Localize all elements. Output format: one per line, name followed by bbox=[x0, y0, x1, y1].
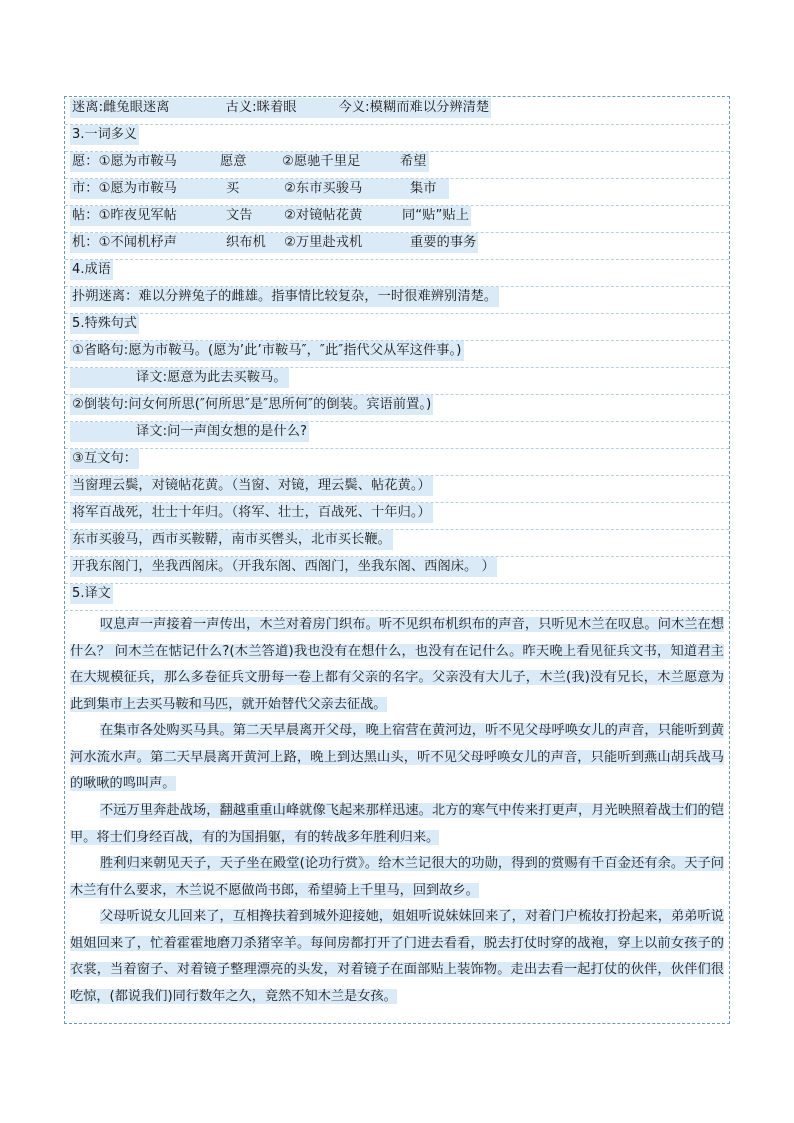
yici-row: 市：①愿为市鞍马 买 ②东市买骏马 集市 bbox=[70, 179, 449, 199]
huwen-line: 东市买骏马，西市买鞍鞯，南市买辔头，北市买长鞭。 bbox=[70, 530, 393, 550]
gujin-row bbox=[70, 98, 491, 118]
gu-yi: 古义:眯着眼 bbox=[225, 100, 297, 115]
section-yiwen-heading: 5.译文 bbox=[70, 584, 113, 604]
word-mili: 迷离:雌兔眼迷离 bbox=[72, 100, 170, 115]
jin-yi: 今义:模糊而难以分辨清楚 bbox=[338, 100, 490, 115]
section-teshu-heading: 5.特殊句式 bbox=[70, 314, 139, 334]
daozhuang-sentence: ②倒装句:问女何所思(″何所思″是″思所何″的倒装。宾语前置。) bbox=[70, 395, 433, 415]
daozhuang-translation: 译文:问一声闺女想的是什么? bbox=[70, 422, 309, 442]
huwen-line: 将军百战死，壮士十年归。（将军、壮士，百战死、十年归。） bbox=[70, 503, 433, 523]
yici-row: 愿：①愿为市鞍马 愿意 ②愿驰千里足 希望 bbox=[70, 152, 429, 172]
translation-paragraph: 叹息声一声接着一声传出，木兰对着房门织布。听不见织布机织布的声音，只听见木兰在叹息。问木兰在想什么？ 问木兰在惦记什么?(木兰答道)我也没有在想什么，也没有在记什么。昨天晚上看见征兵文书，知道君主在大规模征兵，那么多卷征兵文册每一卷上都有父亲的名字。父亲没有大儿子，木兰(我)没有兄长，木兰愿意为此到集市上去买马鞍和马匹，就开始替代父亲去征战。 bbox=[70, 617, 724, 712]
shenglue-sentence: ①省略句:愿为市鞍马。(愿为’此’市鞍马″，″此″指代父从军这件事。) bbox=[70, 341, 464, 361]
translation-paragraph: 胜利归来朝见天子，天子坐在殿堂(论功行赏》。给木兰记很大的功勋，得到的赏赐有千百金还有余。天子问木兰有什么要求，木兰说不愿做尚书郎，希望骑上千里马，回到故乡。 bbox=[70, 856, 724, 898]
section-yici-heading: 3.一词多义 bbox=[70, 125, 139, 145]
translation-paragraph: 父母听说女儿回来了，互相搀扶着到城外迎接她，姐姐听说妹妹回来了，对着门户梳妆打扮起来，弟弟听说姐姐回来了，忙着霍霍地磨刀杀猪宰羊。每间房都打开了门进去看看，脱去打仗时穿的战袍，穿上以前女孩子的衣裳，当着窗子、对着镜子整理漂亮的头发，对着镜子在面部贴上装饰物。走出去看一起打仗的伙伴，伙伴们很吃惊，(都说我们)同行数年之久，竟然不知木兰是女孩。 bbox=[70, 909, 724, 1004]
huwen-heading: ③互文句： bbox=[70, 449, 139, 469]
yici-row: 帖：①昨夜见军帖 文告 ②对镜帖花黄 同“贴”贴上 bbox=[70, 206, 471, 226]
translation-paragraph: 在集市各处购买马具。第二天早晨离开父母，晚上宿营在黄河边，听不见父母呼唤女儿的声音，只能听到黄河水流水声。第二天早晨离开黄河上路，晚上到达黑山头，听不见父母呼唤女儿的声音，只能听到燕山胡兵战马的啾啾的鸣叫声。 bbox=[70, 723, 724, 791]
huwen-line: 当窗理云鬓，对镜帖花黄。（当窗、对镜，理云鬓、帖花黄。） bbox=[70, 476, 433, 496]
huwen-line: 开我东阁门，坐我西阁床。（开我东阁、西阁门，坐我东阁、西阁床。 ） bbox=[70, 557, 497, 577]
shenglue-translation: 译文:愿意为此去买鞍马。 bbox=[70, 368, 289, 388]
yici-row: 机：①不闻机杼声 织布机 ②万里赴戎机 重要的事务 bbox=[70, 233, 478, 253]
section-chengyu-heading: 4.成语 bbox=[70, 260, 113, 280]
translation-paragraph: 不远万里奔赴战场，翻越重重山峰就像飞起来那样迅速。北方的寒气中传来打更声，月光映照着战士们的铠甲。将士们身经百战，有的为国捐躯，有的转战多年胜利归来。 bbox=[70, 803, 724, 845]
chengyu-text: 扑朔迷离：难以分辨兔子的雌雄。指事情比较复杂，一时很难辨别清楚。 bbox=[70, 287, 499, 307]
